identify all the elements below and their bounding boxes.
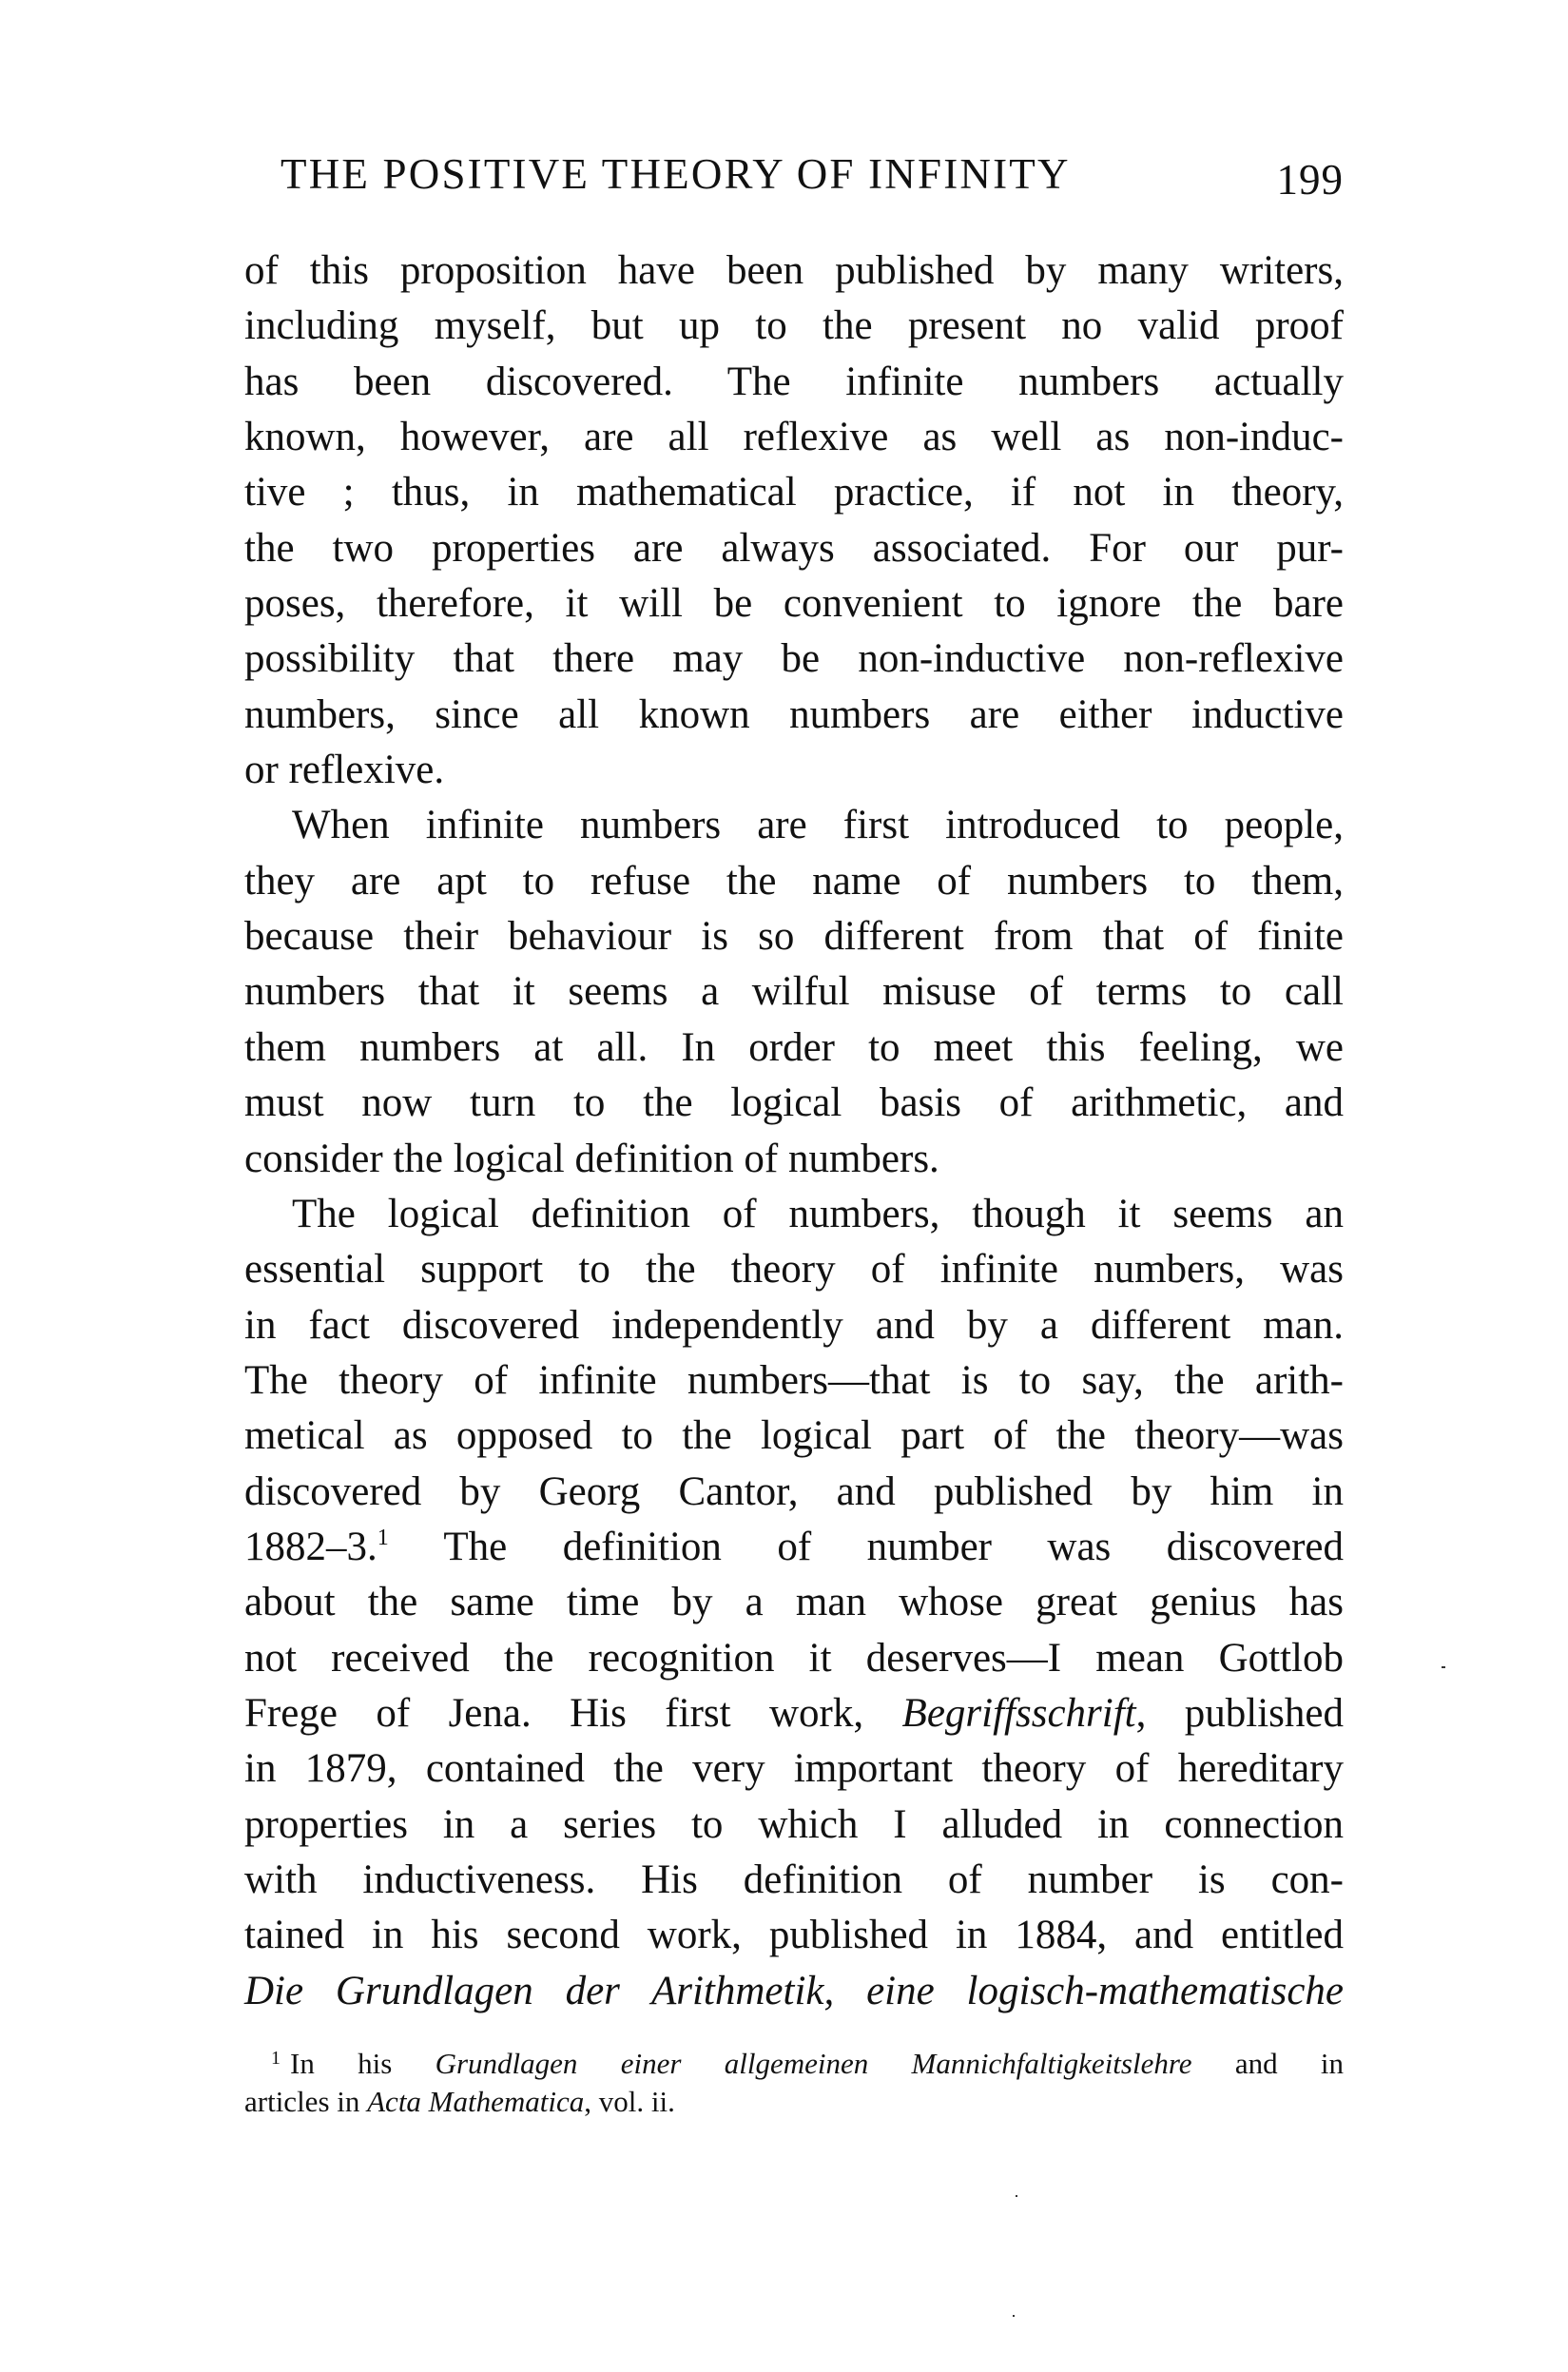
text-line: with inductiveness. His definition of number is con- [244, 1857, 1344, 1902]
running-head-title: THE POSITIVE THEORY OF INFINITY [281, 150, 1071, 198]
footnote-marker: 1 [271, 2048, 281, 2069]
page-number: 199 [1276, 156, 1344, 204]
paragraph-1 [244, 243, 1344, 798]
text-line: discovered by Georg Cantor, and published by him in [244, 1468, 1344, 1514]
italic-title: Grundlagen einer allgemeinen Mannichfaltigkeitslehre [435, 2047, 1192, 2080]
text-line: because their behaviour is so different from that of finite [244, 914, 1344, 960]
footnote-reference[interactable]: 1 [377, 1525, 389, 1550]
text-line: about the same time by a man whose great genius has [244, 1580, 1344, 1625]
text-line: numbers that it seems a wilful misuse of terms to call [244, 969, 1344, 1015]
text-line: poses, therefore, it will be convenient to ignore the bare [244, 581, 1344, 627]
text-span: articles in [244, 2085, 368, 2118]
paragraph-2 [244, 798, 1344, 1186]
text-line-italic: Die Grundlagen der Arithmetik, eine logisch-mathematische [244, 1968, 1344, 2013]
text-span: and in [1191, 2047, 1345, 2080]
text-line: When infinite numbers are first introduced to people, [292, 803, 1344, 848]
text-line: of this proposition have been published by many writers, [244, 248, 1344, 293]
text-line [244, 1686, 1344, 1741]
text-span: , vol. ii. [584, 2085, 675, 2118]
text-span: In his [290, 2047, 436, 2080]
text-line: metical as opposed to the logical part of the theory—was [244, 1413, 1344, 1459]
text-line: tained in his second work, published in 1884, and entitled [244, 1913, 1344, 1958]
italic-title: Acta Mathematica [367, 2085, 585, 2118]
text-line: in 1879, contained the very important theory of hereditary [244, 1746, 1344, 1792]
text-span: , published [1135, 1690, 1344, 1736]
text-line: possibility that there may be non-inductive non-reflexive [244, 636, 1344, 682]
text-line: them numbers at all. In order to meet this feeling, we [244, 1024, 1344, 1070]
text-line: properties in a series to which I alluded in connection [244, 1801, 1344, 1847]
footnotes [244, 2045, 1344, 2121]
text-line: The theory of infinite numbers—that is to say, the arith- [244, 1357, 1344, 1403]
text-line: they are apt to refuse the name of numbers to them, [244, 858, 1344, 904]
text-span: Frege of Jena. His first work, [244, 1690, 902, 1736]
text-line: the two properties are always associated. For our pur- [244, 525, 1344, 571]
text-line: The logical definition of numbers, though it seems an [292, 1191, 1344, 1236]
text-line: tive ; thus, in mathematical practice, if not in theory, [244, 470, 1344, 515]
footnote-line [244, 2083, 1344, 2121]
scan-speck [1442, 1666, 1445, 1668]
scan-speck [1013, 2315, 1015, 2317]
text-span: 1882–3. [244, 1524, 377, 1569]
paragraph-3 [244, 1187, 1344, 2019]
text-line: including myself, but up to the present no valid proof [244, 303, 1344, 349]
footnote-line [244, 2045, 1344, 2083]
text-line: essential support to the theory of infinite numbers, was [244, 1247, 1344, 1293]
text-line: consider the logical definition of numbers. [244, 1136, 939, 1181]
text-line: in fact discovered independently and by a different man. [244, 1302, 1344, 1348]
text-line: or reflexive. [244, 748, 445, 793]
text-line: has been discovered. The infinite numbers actually [244, 359, 1344, 404]
running-head [281, 150, 1344, 204]
italic-title: Begriffsschrift [901, 1690, 1136, 1736]
text-span: The definition of number was discovered [388, 1524, 1344, 1569]
text-line: must now turn to the logical basis of arithmetic, and [244, 1080, 1344, 1126]
text-line: numbers, since all known numbers are either inductive [244, 691, 1344, 737]
text-line: not received the recognition it deserves—I mean Gottlob [244, 1635, 1344, 1681]
body-text [244, 243, 1344, 2019]
text-line [244, 1520, 1344, 1575]
scan-speck [1016, 2195, 1017, 2197]
text-line: known, however, are all reflexive as well as non-induc- [244, 415, 1344, 460]
